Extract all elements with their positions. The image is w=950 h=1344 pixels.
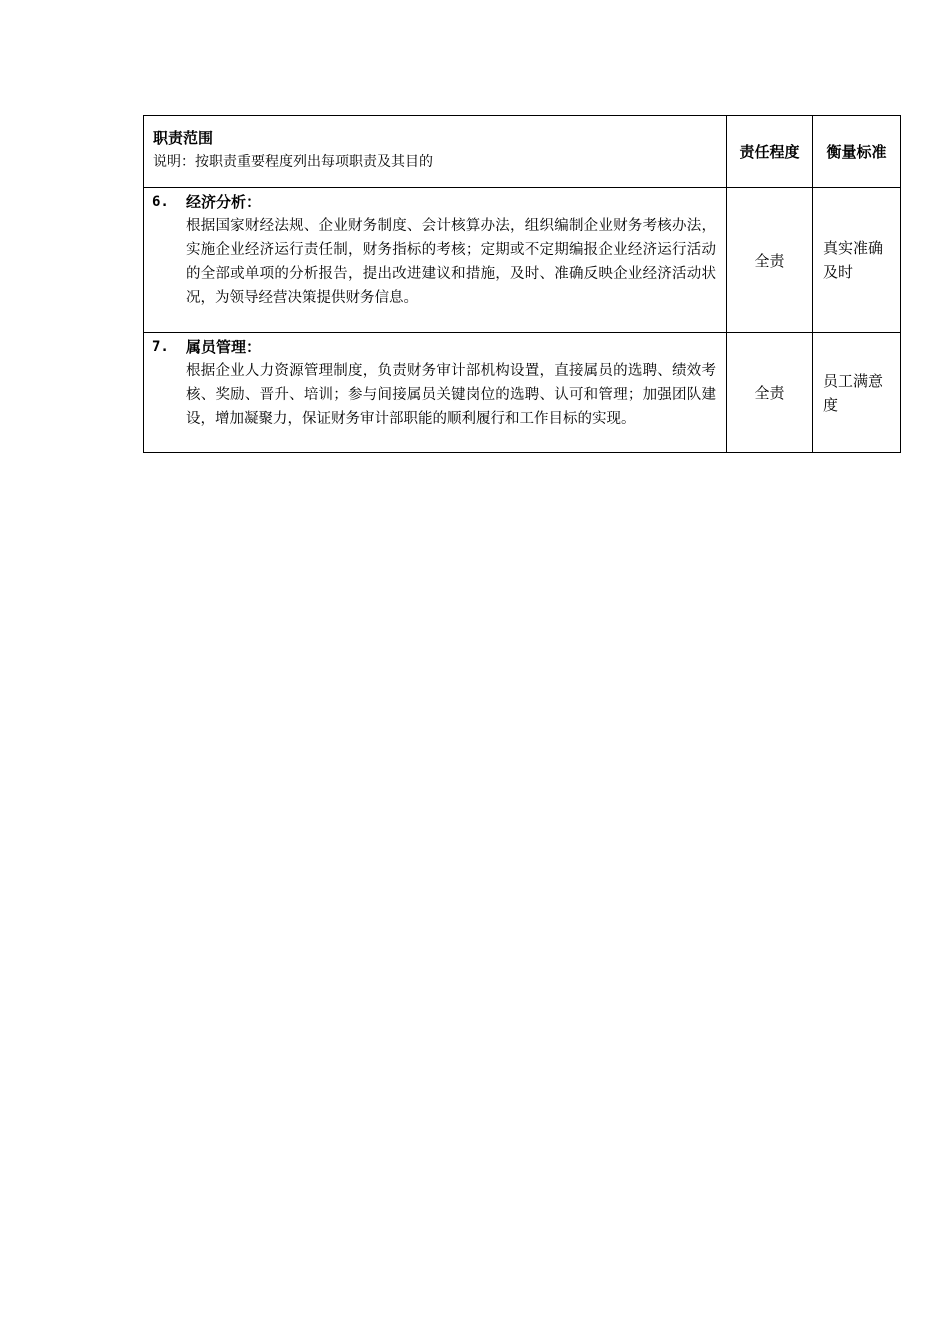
duty-item-number: 6. xyxy=(152,194,169,210)
duty-scope-note: 说明：按职责重要程度列出每项职责及其目的 xyxy=(153,154,433,170)
table-header-row xyxy=(144,116,901,188)
table-row xyxy=(144,333,901,453)
measurement-standard-header: 衡量标准 xyxy=(813,116,901,188)
duty-scope-header xyxy=(144,116,727,188)
responsibility-level-header: 责任程度 xyxy=(727,116,813,188)
duty-item-cell xyxy=(144,333,727,453)
duty-item-title: 经济分析： xyxy=(186,193,262,211)
duty-item-title: 属员管理： xyxy=(186,338,262,356)
duty-item-number: 7. xyxy=(152,339,169,355)
table-row xyxy=(144,188,901,333)
responsibility-level-cell: 全责 xyxy=(727,188,813,333)
duty-item-description: 根据国家财经法规、企业财务制度、会计核算办法，组织编制企业财务考核办法，实施企业经济运行责任制，财务指标的考核；定期或不定期编报企业经济运行活动的全部或单项的分析报告，提出改进建议和措施，及时、准确反映企业经济活动状况，为领导经营决策提供财务信息。 xyxy=(186,218,716,306)
measurement-standard-cell: 员工满意度 xyxy=(813,333,901,453)
duty-item-cell xyxy=(144,188,727,333)
duty-item-description: 根据企业人力资源管理制度，负责财务审计部机构设置，直接属员的选聘、绩效考核、奖励、晋升、培训；参与间接属员关键岗位的选聘、认可和管理；加强团队建设，增加凝聚力，保证财务审计部职能的顺利履行和工作目标的实现。 xyxy=(186,363,716,427)
measurement-standard-cell: 真实准确及时 xyxy=(813,188,901,333)
responsibility-level-cell: 全责 xyxy=(727,333,813,453)
duty-scope-title: 职责范围 xyxy=(153,129,214,147)
duty-table xyxy=(143,115,901,453)
